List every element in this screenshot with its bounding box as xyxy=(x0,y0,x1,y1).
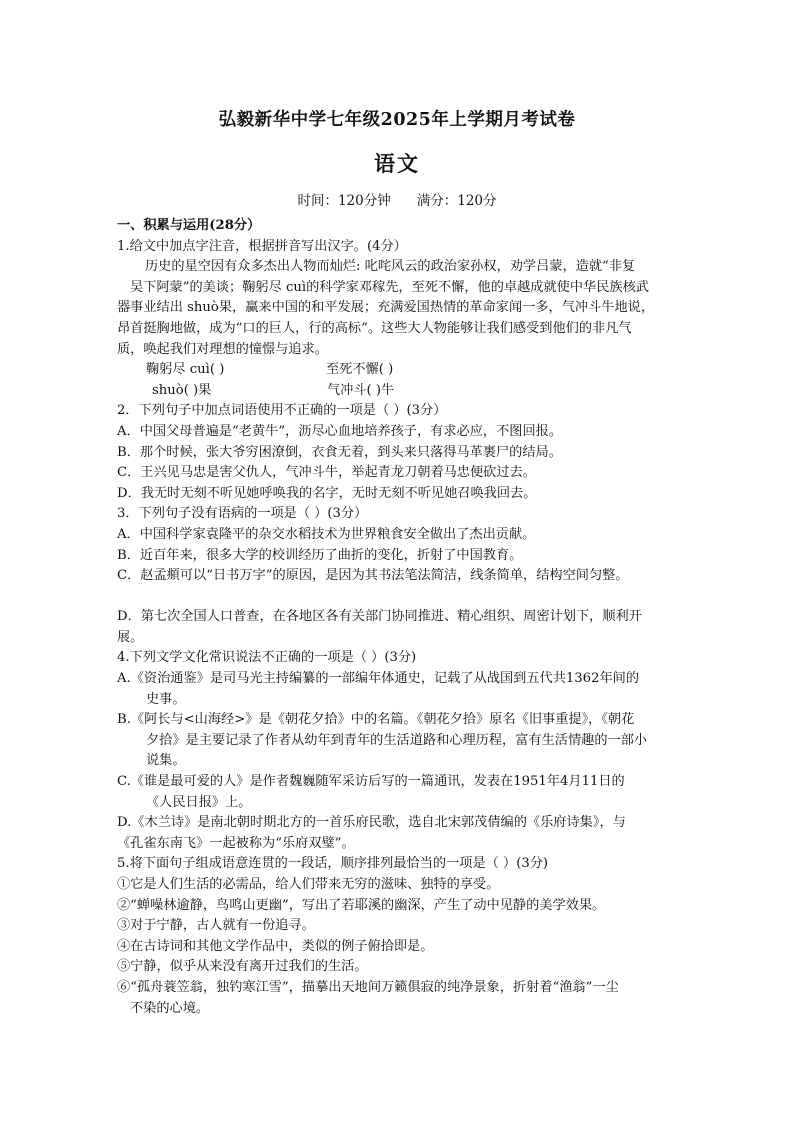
q4-option-d-cont: 《孔雀东南飞》一起被称为“乐府双璧”。 xyxy=(117,835,355,851)
q5-item-2: ②“蝉噪林逾静，鸟鸣山更幽”，写出了若耶溪的幽深，产生了动中见静的美学效果。 xyxy=(117,897,606,913)
q4-option-b[interactable]: B.《阿长与<山海经>》是《朝花夕拾》中的名篇。《朝花夕拾》原名《旧事重提》，《朝花 xyxy=(117,712,635,728)
q1-blanks-row xyxy=(117,360,687,381)
time-limit: 时间：120分钟 xyxy=(297,193,391,209)
q1-passage-line: 历史的星空因有众多杰出人物而灿烂: 叱咤风云的政治家孙权，劝学吕蒙，造就“非复 xyxy=(145,259,636,275)
q5-item-6: ⑥“孤舟蓑笠翁，独钓寒江雪”，描摹出天地间万籁俱寂的纯净景象，折射着“渔翁”一尘 xyxy=(117,979,619,995)
exam-meta xyxy=(0,189,794,209)
exam-subject: 语文 xyxy=(374,151,420,176)
q4-option-d[interactable]: D.《木兰诗》是南北朝时期北方的一首乐府民歌，选自北宋郭茂倩编的《乐府诗集》，与 xyxy=(117,815,626,831)
q2-stem: 2．下列句子中加点词语使用不正确的一项是（ ）(3分） xyxy=(117,403,447,419)
q3-stem: 3．下列句子没有语病的一项是（ ）(3分） xyxy=(117,506,368,522)
q5-item-6-cont: 不染的心境。 xyxy=(130,1000,210,1016)
q2-option-b[interactable]: B．那个时候，张大爷穷困潦倒，衣食无着，到头来只落得马革裹尸的结局。 xyxy=(117,444,562,460)
spacer xyxy=(117,587,687,608)
q1-blank[interactable]: 鞠躬尽 cuì( ) xyxy=(146,362,225,378)
q4-option-b-cont: 说集。 xyxy=(146,753,186,769)
q4-option-a[interactable]: A.《资治通鉴》是司马光主持编纂的一部编年体通史，记载了从战国到五代共1362年间的 xyxy=(117,671,640,687)
section-heading: 一、积累与运用(28分） xyxy=(117,218,261,233)
q5-item-5: ⑤宁静，似乎从来没有离开过我们的生活。 xyxy=(117,959,368,975)
q4-option-b-cont: 夕拾》是主要记录了作者从幼年到青年的生活道路和心理历程，富有生活情趣的一部小 xyxy=(146,732,648,748)
q4-option-a-cont: 史事。 xyxy=(146,691,186,707)
q5-item-3: ③对于宁静，古人就有一份追寻。 xyxy=(117,918,315,934)
q1-blanks-row xyxy=(117,381,687,402)
q1-passage-line: 吴下阿蒙”的美谈；鞠躬尽 cuì的科学家邓稼先，至死不懈，他的卓越成就使中华民族核武 xyxy=(130,279,649,295)
q2-option-a[interactable]: A．中国父母普遍是“老黄牛”，沥尽心血地培养孩子，有求必应，不图回报。 xyxy=(117,423,563,439)
q1-blank[interactable]: shuò( )果 xyxy=(152,382,212,398)
q5-item-4: ④在古诗词和其他文学作品中，类似的例子俯拾即是。 xyxy=(117,938,434,954)
q1-passage-line: 器事业结出 shuò果，赢来中国的和平发展；充满爱国热情的革命家闻一多，气冲斗牛地说， xyxy=(117,300,655,316)
q1-passage-line: 质，唤起我们对理想的憧憬与追求。 xyxy=(117,341,328,357)
q3-option-c[interactable]: C．赵孟頫可以“日书万字”的原因，是因为其书法笔法简洁，线条简单，结构空间匀整。 xyxy=(117,568,629,584)
q3-option-a[interactable]: A．中国科学家袁隆平的杂交水稻技术为世界粮食安全做出了杰出贡献。 xyxy=(117,526,536,542)
q4-stem: 4.下列文学文化常识说法不正确的一项是（ ）(3分) xyxy=(117,650,417,666)
q3-option-b[interactable]: B．近百年来，很多大学的校训经历了曲折的变化，折射了中国教育。 xyxy=(117,547,523,563)
q1-blank[interactable]: 至死不懈( ) xyxy=(326,362,394,378)
q3-option-d-cont: 展。 xyxy=(117,629,144,645)
full-score: 满分：120分 xyxy=(416,193,497,209)
q1-stem: 1.给文中加点字注音，根据拼音写出汉字。(4分） xyxy=(117,238,407,254)
exam-title: 弘毅新华中学七年级2025年上学期月考试卷 xyxy=(218,110,576,130)
exam-content xyxy=(117,216,687,1019)
q5-item-1: ①它是人们生活的必需品，给人们带来无穷的滋味、独特的享受。 xyxy=(117,877,500,892)
q2-option-c[interactable]: C．王兴见马忠是害父仇人，气冲斗牛，举起青龙刀朝着马忠便砍过去。 xyxy=(117,465,536,481)
q3-option-d[interactable]: D．第七次全国人口普查，在各地区各有关部门协同推进、精心组织、周密计划下，顺利开 xyxy=(117,609,642,625)
q1-blank[interactable]: 气冲斗( )牛 xyxy=(327,382,395,398)
q4-option-c-cont: 《人民日报》上。 xyxy=(146,794,252,810)
q1-passage-line: 昂首挺胸地做，成为“口的巨人，行的高标”。这些大人物能够让我们感受到他们的非凡气 xyxy=(117,320,632,336)
q4-option-c[interactable]: C.《谁是最可爱的人》是作者魏巍随军采访后写的一篇通讯，发表在1951年4月11日的 xyxy=(117,774,625,790)
q2-option-d[interactable]: D．我无时无刻不听见她呼唤我的名字，无时无刻不听见她召唤我回去。 xyxy=(117,485,537,501)
q5-stem: 5.将下面句子组成语意连贯的一段话，顺序排列最恰当的一项是（ ）(3分) xyxy=(117,856,549,872)
